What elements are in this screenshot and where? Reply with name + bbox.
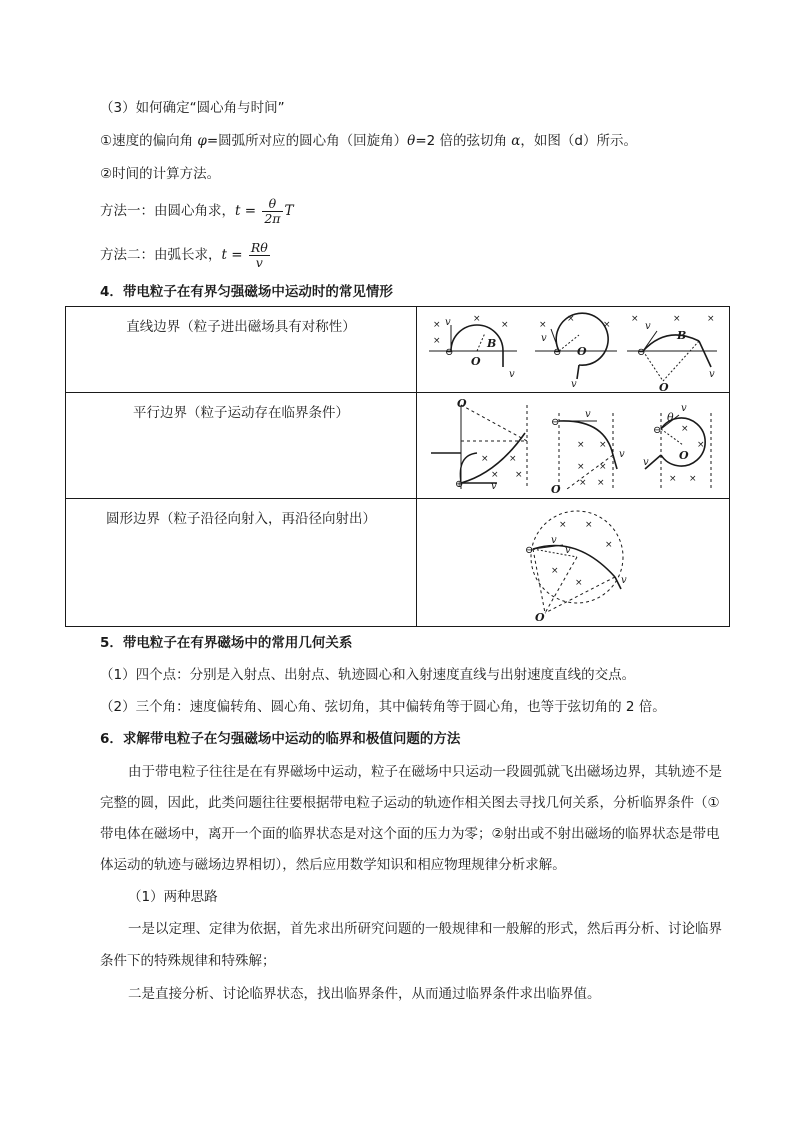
row-label-circular: 圆形边界（粒子沿径向射入，再沿径向射出） <box>66 499 417 627</box>
section3-heading: （3）如何确定“圆心角与时间” <box>100 100 285 116</box>
svg-text:×: × <box>603 320 611 330</box>
section5-item-three-angles: （2）三个角：速度偏转角、圆心角、弦切角，其中偏转角等于圆心角，也等于弦切角的 2 倍。 <box>100 699 666 715</box>
svg-text:O: O <box>471 355 481 368</box>
section6-paragraph-line: 由于带电粒子往往是在有界磁场中运动，粒子在磁场中只运动一段圆弧就飞出磁场边界，其轨迹不是 <box>128 764 722 780</box>
section5-heading: 5．带电粒子在有界磁场中的常用几何关系 <box>100 635 353 651</box>
svg-text:θ: θ <box>667 411 674 424</box>
table-row <box>66 393 730 499</box>
svg-text:O: O <box>659 381 669 391</box>
straight-boundary-diagram <box>417 307 729 391</box>
svg-text:×: × <box>515 470 523 480</box>
svg-text:v: v <box>571 379 577 390</box>
svg-text:⊖: ⊖ <box>551 417 560 428</box>
svg-text:⊖: ⊖ <box>525 545 534 556</box>
idea1-line: 一是以定理、定律为依据，首先求出所研究问题的一般规律和一般解的形式，然后再分析、讨论临界 <box>128 921 722 937</box>
svg-text:×: × <box>473 314 481 324</box>
idea1-line: 条件下的特殊规律和特殊解； <box>100 953 276 969</box>
svg-text:⊖: ⊖ <box>653 425 662 436</box>
svg-text:B: B <box>677 329 687 342</box>
svg-text:v: v <box>551 535 557 546</box>
svg-text:B: B <box>487 337 497 350</box>
boundary-cases-table <box>65 306 730 627</box>
svg-text:v: v <box>491 481 497 492</box>
svg-text:v: v <box>565 545 571 556</box>
section6-paragraph-line: 带电体在磁场中，离开一个面的临界状态是对这个面的压力为零；②射出或不射出磁场的临界状态是带电 <box>100 826 720 842</box>
method1-line: 方法一：由圆心角求，t = $\frac{\theta}{2\pi}$ T <box>100 195 294 226</box>
svg-text:×: × <box>697 440 705 450</box>
svg-text:⊖: ⊖ <box>445 347 454 358</box>
svg-text:×: × <box>599 462 607 472</box>
svg-text:×: × <box>433 336 441 346</box>
svg-text:×: × <box>567 314 575 324</box>
svg-text:×: × <box>585 520 593 530</box>
svg-text:×: × <box>599 440 607 450</box>
svg-text:⊖: ⊖ <box>637 347 646 358</box>
section3-line1: ①速度的偏向角 φ=圆弧所对应的圆心角（回旋角）θ=2 倍的弦切角 α，如图（d）所示。 <box>100 133 637 149</box>
svg-text:O: O <box>535 611 545 624</box>
method2-line: 方法二：由弧长求，t = $\frac{R\theta}{v}$ <box>100 239 268 270</box>
svg-text:⊕: ⊕ <box>455 479 464 490</box>
svg-text:v: v <box>445 317 451 328</box>
svg-text:×: × <box>605 540 613 550</box>
svg-text:×: × <box>481 454 489 464</box>
svg-text:v: v <box>709 369 715 380</box>
table-row <box>66 307 730 393</box>
svg-text:×: × <box>681 424 689 434</box>
svg-text:×: × <box>577 440 585 450</box>
section6-paragraph-line: 完整的圆，因此，此类问题往往要根据带电粒子运动的轨迹作相关图去寻找几何关系，分析临界条件（① <box>100 795 720 811</box>
circular-boundary-diagram <box>417 499 729 625</box>
section6-sub-heading: （1）两种思路 <box>128 889 218 905</box>
svg-text:v: v <box>619 449 625 460</box>
section3-line2: ②时间的计算方法。 <box>100 166 221 182</box>
method1-fraction: $\frac{\theta}{2\pi}$ <box>264 195 281 226</box>
method2-fraction: $\frac{R\theta}{v}$ <box>250 239 268 270</box>
svg-text:v: v <box>645 321 651 332</box>
svg-text:×: × <box>579 478 587 488</box>
table-row <box>66 499 730 627</box>
svg-text:×: × <box>539 320 547 330</box>
svg-text:×: × <box>491 470 499 480</box>
parallel-boundary-diagram <box>417 393 729 497</box>
svg-text:v: v <box>585 409 591 420</box>
svg-text:⊖: ⊖ <box>553 347 562 358</box>
svg-text:×: × <box>577 462 585 472</box>
svg-text:×: × <box>551 566 559 576</box>
figure-straight-boundary <box>417 307 730 393</box>
svg-text:×: × <box>673 314 681 324</box>
svg-text:O: O <box>457 397 467 410</box>
svg-text:×: × <box>433 320 441 330</box>
section6-paragraph-line: 体运动的轨迹与磁场边界相切），然后应用数学知识和相应物理规律分析求解。 <box>100 857 566 873</box>
svg-text:×: × <box>669 474 677 484</box>
svg-text:v: v <box>541 333 547 344</box>
figure-circular-boundary <box>417 499 730 627</box>
svg-text:v: v <box>621 575 627 586</box>
section6-heading: 6．求解带电粒子在匀强磁场中运动的临界和极值问题的方法 <box>100 731 461 747</box>
row-label-parallel: 平行边界（粒子运动存在临界条件） <box>66 393 417 499</box>
row-label-straight: 直线边界（粒子进出磁场具有对称性） <box>66 307 417 393</box>
svg-text:O: O <box>551 483 561 496</box>
svg-text:v: v <box>643 457 649 468</box>
svg-text:×: × <box>597 478 605 488</box>
svg-text:×: × <box>501 320 509 330</box>
svg-text:×: × <box>689 474 697 484</box>
svg-text:×: × <box>559 520 567 530</box>
section4-heading: 4．带电粒子在有界匀强磁场中运动时的常见情形 <box>100 284 393 300</box>
svg-text:×: × <box>575 578 583 588</box>
svg-text:v: v <box>681 403 687 414</box>
figure-parallel-boundary <box>417 393 730 499</box>
section5-item-four-points: （1）四个点：分别是入射点、出射点、轨迹圆心和入射速度直线与出射速度直线的交点。 <box>100 667 636 683</box>
svg-text:×: × <box>631 314 639 324</box>
idea2-line: 二是直接分析、讨论临界状态，找出临界条件，从而通过临界条件求出临界值。 <box>128 986 601 1002</box>
svg-text:v: v <box>509 369 515 380</box>
svg-text:×: × <box>509 454 517 464</box>
svg-text:O: O <box>577 345 587 358</box>
svg-text:×: × <box>707 314 715 324</box>
svg-text:O: O <box>679 449 689 462</box>
